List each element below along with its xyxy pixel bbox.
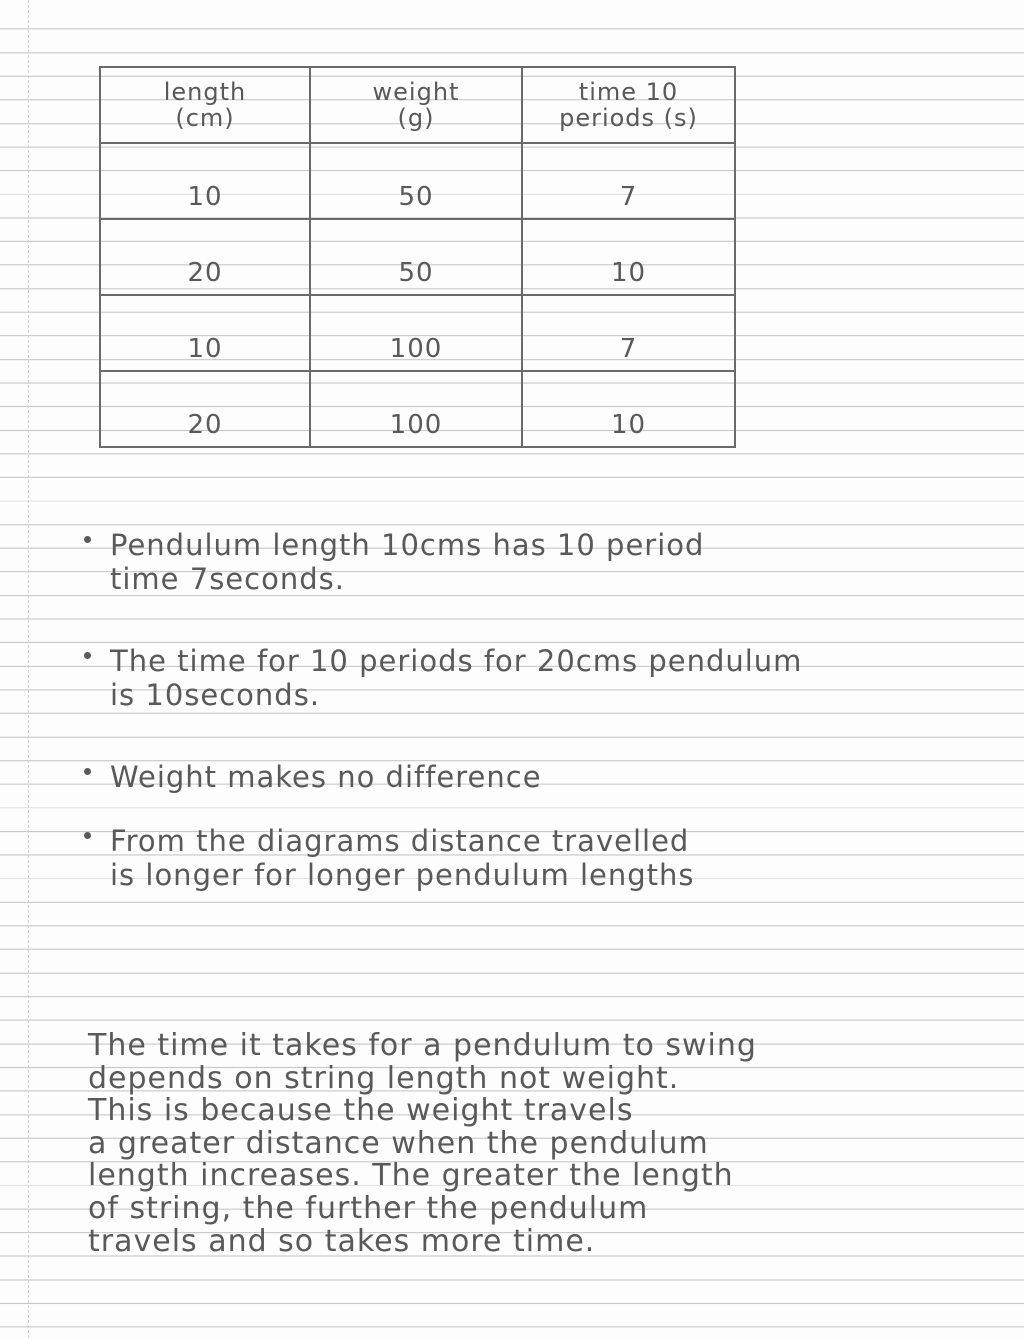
table-row	[100, 371, 735, 447]
header-text: time 10	[578, 78, 679, 106]
header-length	[100, 67, 310, 143]
bullet-dot-icon	[84, 768, 91, 775]
bullet-line: From the diagrams distance travelled	[110, 824, 690, 858]
bullet-dot-icon	[84, 832, 91, 839]
bullet-item	[80, 824, 1000, 892]
bullet-line: time 7seconds.	[110, 562, 345, 596]
table-header-row	[100, 67, 735, 143]
bullet-dot-icon	[84, 536, 91, 543]
bullet-line: is 10seconds.	[110, 678, 321, 712]
paragraph-line: The time it takes for a pendulum to swing	[88, 1028, 757, 1063]
cell-weight: 100	[310, 295, 522, 371]
header-weight	[310, 67, 522, 143]
table-row	[100, 219, 735, 295]
cell-time: 10	[522, 219, 735, 295]
cell-weight: 50	[310, 219, 522, 295]
bullet-line: The time for 10 periods for 20cms pendulum	[110, 644, 803, 678]
paragraph-line: of string, the further the pendulum	[88, 1190, 649, 1226]
bullet-list	[80, 528, 1000, 940]
bullet-item	[80, 528, 1000, 596]
table-row	[100, 295, 735, 371]
cell-time: 7	[522, 295, 735, 371]
bullet-item	[80, 644, 1000, 712]
header-unit: periods (s)	[559, 104, 698, 132]
paragraph-line: depends on string length not weight.	[88, 1060, 680, 1096]
cell-length: 10	[100, 143, 310, 219]
header-unit: (g)	[397, 104, 435, 132]
bullet-line: Weight makes no difference	[110, 760, 542, 794]
paragraph-line: travels and so takes more time.	[88, 1223, 596, 1259]
bullet-line: Pendulum length 10cms has 10 period	[110, 528, 705, 562]
data-table	[99, 66, 736, 448]
header-text: length	[163, 78, 247, 106]
conclusion-paragraph	[88, 1030, 968, 1258]
cell-time: 7	[522, 143, 735, 219]
bullet-item	[80, 760, 1000, 794]
paragraph-line: a greater distance when the pendulum	[88, 1125, 709, 1161]
cell-weight: 50	[310, 143, 522, 219]
cell-length: 20	[100, 219, 310, 295]
cell-length: 10	[100, 295, 310, 371]
paragraph-line: length increases. The greater the length	[88, 1158, 734, 1194]
bullet-line: is longer for longer pendulum lengths	[110, 858, 695, 892]
margin-line	[28, 0, 29, 1338]
paragraph-line: This is because the weight travels	[88, 1093, 634, 1129]
header-unit: (cm)	[175, 104, 235, 132]
cell-time: 10	[522, 371, 735, 447]
header-text: weight	[372, 78, 460, 106]
header-time	[522, 67, 735, 143]
cell-weight: 100	[310, 371, 522, 447]
cell-length: 20	[100, 371, 310, 447]
table-row	[100, 143, 735, 219]
bullet-dot-icon	[84, 652, 91, 659]
